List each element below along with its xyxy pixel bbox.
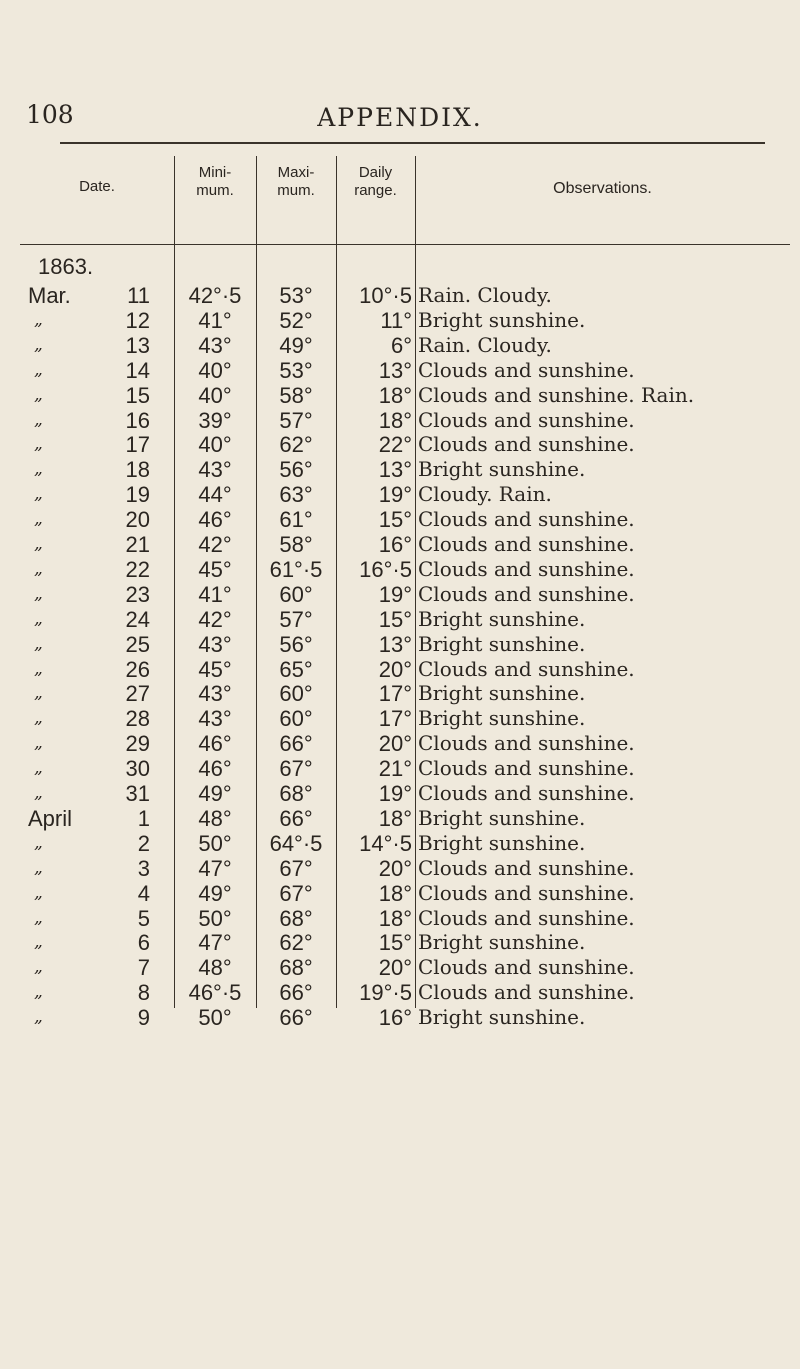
ditto-mark: „ <box>34 758 43 779</box>
range-cell: 15° <box>378 507 412 533</box>
ditto-mark: „ <box>34 907 43 928</box>
minimum-cell: 43° <box>198 332 232 358</box>
maximum-cell: 66° <box>279 805 313 831</box>
maximum-cell: 63° <box>279 482 313 508</box>
maximum-cell: 53° <box>279 357 313 383</box>
maximum-cell: 60° <box>279 581 313 607</box>
range-cell: 19°·5 <box>359 980 412 1006</box>
range-cell: 10°·5 <box>359 283 412 308</box>
date-day: 27 <box>125 681 150 707</box>
minimum-cell: 41° <box>198 581 232 607</box>
minimum-cell: 45° <box>198 556 232 582</box>
ditto-mark: „ <box>34 409 43 430</box>
minimum-cell: 47° <box>198 855 232 881</box>
date-day: 3 <box>137 855 150 881</box>
observation-cell: Clouds and sunshine. <box>418 581 635 606</box>
observation-cell: Clouds and sunshine. <box>418 731 635 756</box>
date-day: 5 <box>137 905 150 931</box>
maximum-cell: 57° <box>279 606 313 632</box>
observation-cell: Clouds and sunshine. Rain. <box>418 382 695 407</box>
range-cell: 19° <box>378 781 412 806</box>
maximum-cell: 66° <box>279 731 313 757</box>
maximum-cell: 62° <box>279 930 313 956</box>
date-day: 13 <box>125 332 150 358</box>
maximum-cell: 60° <box>279 706 313 732</box>
ditto-mark: „ <box>34 534 43 554</box>
minimum-cell: 43° <box>198 681 232 707</box>
date-day: 29 <box>125 731 150 757</box>
observation-cell: Bright sunshine. <box>418 631 586 656</box>
maximum-cell: 64°·5 <box>269 830 323 856</box>
maximum-cell: 67° <box>279 880 313 906</box>
maximum-cell: 58° <box>279 382 313 408</box>
range-cell: 13° <box>378 357 412 383</box>
date-day: 14 <box>125 357 150 383</box>
minimum-cell: 44° <box>198 482 232 508</box>
minimum-cell: 48° <box>198 805 232 831</box>
date-day: 4 <box>137 880 150 906</box>
observation-cell: Clouds and sunshine. <box>418 432 635 457</box>
ditto-mark: „ <box>34 982 43 1003</box>
ditto-mark: „ <box>34 658 43 679</box>
range-cell: 18° <box>378 382 412 408</box>
observation-cell: Clouds and sunshine. <box>418 980 635 1005</box>
header-rule <box>20 244 790 245</box>
date-day: 30 <box>125 756 150 782</box>
maximum-cell: 60° <box>279 681 313 707</box>
date-month: Mar. <box>28 283 71 308</box>
date-day: 23 <box>125 581 150 607</box>
range-cell: 16° <box>378 1005 412 1031</box>
top-rule <box>60 142 765 144</box>
date-day: 11 <box>127 283 150 308</box>
maximum-cell: 66° <box>279 1005 313 1031</box>
ditto-mark: „ <box>34 359 43 380</box>
observation-cell: Clouds and sunshine. <box>418 880 635 905</box>
observation-cell: Clouds and sunshine. <box>418 532 635 556</box>
ditto-mark: „ <box>34 708 43 729</box>
maximum-cell: 56° <box>279 631 313 657</box>
minimum-cell: 46° <box>198 731 232 757</box>
observation-cell: Clouds and sunshine. <box>418 781 635 805</box>
minimum-cell: 49° <box>198 880 232 906</box>
range-cell: 22° <box>378 432 412 458</box>
minimum-cell: 48° <box>198 955 232 981</box>
minimum-cell: 50° <box>198 905 232 931</box>
minimum-cell: 50° <box>198 830 232 856</box>
observation-cell: Bright sunshine. <box>418 805 586 830</box>
minimum-cell: 39° <box>198 407 232 433</box>
ditto-mark: „ <box>34 1007 43 1028</box>
ditto-mark: „ <box>34 558 43 579</box>
ditto-mark: „ <box>34 583 43 604</box>
range-cell: 19° <box>378 581 412 607</box>
observation-cell: Bright sunshine. <box>418 830 586 855</box>
page-number: 108 <box>26 100 74 129</box>
ditto-mark: „ <box>34 434 43 455</box>
maximum-cell: 65° <box>279 656 313 682</box>
maximum-cell: 49° <box>279 332 313 358</box>
observation-cell: Clouds and sunshine. <box>418 656 635 681</box>
header-range: Daily range. <box>354 164 397 199</box>
minimum-cell: 40° <box>198 357 232 383</box>
header-minimum: Mini- mum. <box>196 164 234 199</box>
observation-cell: Clouds and sunshine. <box>418 955 635 980</box>
range-cell: 18° <box>378 407 412 433</box>
maximum-cell: 61°·5 <box>269 556 323 582</box>
date-day: 8 <box>137 980 150 1006</box>
range-cell: 6° <box>390 332 412 358</box>
minimum-cell: 47° <box>198 930 232 956</box>
minimum-cell: 42° <box>198 606 232 632</box>
date-day: 28 <box>125 706 150 732</box>
maximum-cell: 68° <box>279 955 313 981</box>
date-day: 2 <box>137 830 150 856</box>
ditto-mark: „ <box>34 882 43 903</box>
minimum-cell: 45° <box>198 656 232 682</box>
minimum-cell: 43° <box>198 631 232 657</box>
ditto-mark: „ <box>34 384 43 405</box>
date-day: 6 <box>137 930 150 956</box>
range-cell: 14°·5 <box>359 830 412 856</box>
ditto-mark: „ <box>34 608 43 629</box>
date-day: 12 <box>125 307 150 333</box>
range-cell: 15° <box>378 606 412 632</box>
ditto-mark: „ <box>34 783 43 803</box>
range-cell: 19° <box>378 482 412 508</box>
ditto-mark: „ <box>34 932 43 953</box>
observation-cell: Clouds and sunshine. <box>418 756 635 781</box>
observation-cell: Clouds and sunshine. <box>418 905 635 930</box>
observation-cell: Bright sunshine. <box>418 681 586 706</box>
range-cell: 18° <box>378 905 412 931</box>
minimum-cell: 46° <box>198 507 232 533</box>
observation-cell: Clouds and sunshine. <box>418 407 635 432</box>
range-cell: 20° <box>378 731 412 757</box>
observation-cell: Bright sunshine. <box>418 457 586 482</box>
ditto-mark: „ <box>34 733 43 754</box>
ditto-mark: „ <box>34 309 43 330</box>
range-cell: 11° <box>380 307 412 333</box>
range-cell: 21° <box>378 756 412 782</box>
range-cell: 20° <box>378 855 412 881</box>
observation-cell: Bright sunshine. <box>418 307 586 332</box>
date-day: 9 <box>137 1005 150 1031</box>
observation-cell: Bright sunshine. <box>418 706 586 731</box>
date-day: 24 <box>125 606 150 632</box>
header-date: Date. <box>79 178 115 195</box>
ditto-mark: „ <box>34 633 43 654</box>
date-day: 31 <box>125 781 150 806</box>
observation-cell: Rain. Cloudy. <box>418 283 552 307</box>
table-row <box>20 1002 790 1033</box>
running-head: APPENDIX. <box>317 103 483 132</box>
date-day: 25 <box>125 631 150 657</box>
minimum-cell: 42° <box>198 532 232 557</box>
ditto-mark: „ <box>34 832 43 853</box>
range-cell: 18° <box>378 805 412 831</box>
minimum-cell: 46° <box>198 756 232 782</box>
maximum-cell: 57° <box>279 407 313 433</box>
ditto-mark: „ <box>34 459 43 480</box>
observation-cell: Bright sunshine. <box>418 1005 586 1030</box>
date-day: 16 <box>125 407 150 433</box>
minimum-cell: 40° <box>198 382 232 408</box>
observation-cell: Clouds and sunshine. <box>418 556 635 581</box>
minimum-cell: 49° <box>198 781 232 806</box>
observation-cell: Bright sunshine. <box>418 930 586 955</box>
date-day: 17 <box>125 432 150 458</box>
ditto-mark: „ <box>34 509 43 530</box>
date-day: 26 <box>125 656 150 682</box>
observation-cell: Bright sunshine. <box>418 606 586 631</box>
maximum-cell: 67° <box>279 855 313 881</box>
range-cell: 17° <box>378 681 412 707</box>
year-label: 1863. <box>38 254 94 279</box>
range-cell: 17° <box>378 706 412 732</box>
maximum-cell: 58° <box>279 532 313 557</box>
maximum-cell: 61° <box>279 507 313 533</box>
maximum-cell: 66° <box>279 980 313 1006</box>
header-observations: Observations. <box>553 180 652 197</box>
date-day: 19 <box>125 482 150 508</box>
range-cell: 13° <box>378 631 412 657</box>
minimum-cell: 40° <box>198 432 232 458</box>
range-cell: 16°·5 <box>359 556 412 582</box>
observation-cell: Clouds and sunshine. <box>418 507 635 532</box>
minimum-cell: 43° <box>198 706 232 732</box>
ditto-mark: „ <box>34 957 43 978</box>
observation-cell: Cloudy. Rain. <box>418 482 552 507</box>
range-cell: 13° <box>378 457 412 483</box>
observation-cell: Clouds and sunshine. <box>418 357 635 382</box>
date-day: 20 <box>125 507 150 533</box>
maximum-cell: 68° <box>279 905 313 931</box>
minimum-cell: 41° <box>198 307 232 333</box>
minimum-cell: 43° <box>198 457 232 483</box>
date-day: 22 <box>125 556 150 582</box>
range-cell: 20° <box>378 955 412 981</box>
date-month: April <box>28 805 73 831</box>
ditto-mark: „ <box>34 484 43 505</box>
maximum-cell: 52° <box>279 307 313 333</box>
date-day: 21 <box>125 532 150 557</box>
minimum-cell: 46°·5 <box>188 980 242 1006</box>
ditto-mark: „ <box>34 857 43 878</box>
observation-cell: Rain. Cloudy. <box>418 332 552 357</box>
maximum-cell: 53° <box>279 283 313 308</box>
date-day: 18 <box>125 457 150 483</box>
ditto-mark: „ <box>34 334 43 355</box>
weather-table <box>20 142 790 1031</box>
range-cell: 20° <box>378 656 412 682</box>
observation-cell: Clouds and sunshine. <box>418 855 635 880</box>
header-maximum: Maxi- mum. <box>277 164 315 199</box>
minimum-cell: 42°·5 <box>188 283 242 308</box>
range-cell: 16° <box>378 532 412 557</box>
ditto-mark: „ <box>34 683 43 704</box>
range-cell: 18° <box>378 880 412 906</box>
range-cell: 15° <box>378 930 412 956</box>
maximum-cell: 67° <box>279 756 313 782</box>
maximum-cell: 68° <box>279 781 313 806</box>
maximum-cell: 56° <box>279 457 313 483</box>
minimum-cell: 50° <box>198 1005 232 1031</box>
date-day: 7 <box>137 955 150 981</box>
date-day: 1 <box>137 805 150 831</box>
date-day: 15 <box>125 382 150 408</box>
maximum-cell: 62° <box>279 432 313 458</box>
